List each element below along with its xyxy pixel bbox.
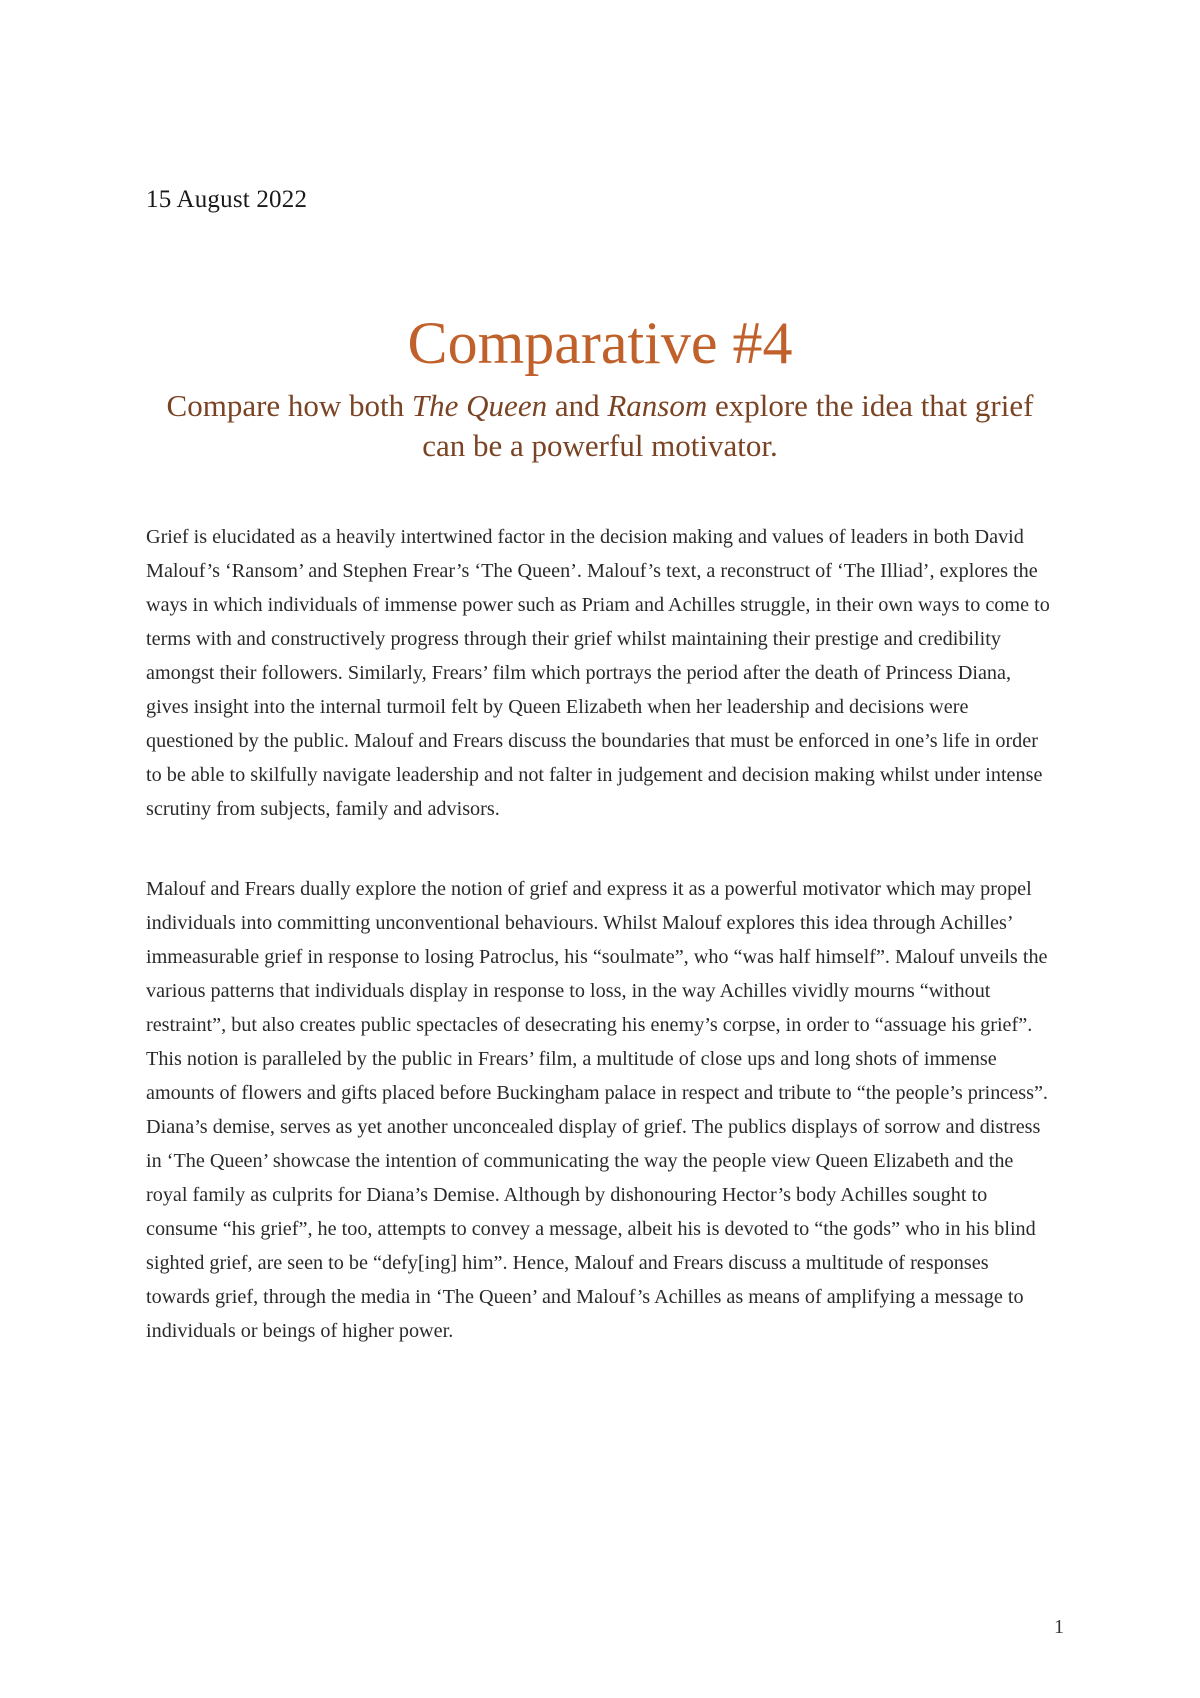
subtitle-text-3: explore the idea that grief can be a powerful motivator. xyxy=(422,388,1034,463)
body-paragraph-2: Malouf and Frears dually explore the notion of grief and express it as a powerful motivator which may propel individuals into committing unconventional behaviours. Whilst Malouf explores this idea through Achilles’ immeasurable grief in response to losing Patroclus, his “soulmate”, who “was half himself”. Malouf unveils the various patterns that individuals display in response to loss, in the way Achilles vividly mourns “without restraint”, but also creates public spectacles of desecrating his enemy’s corpse, in order to “assuage his grief”. This notion is paralleled by the public in Frears’ film, a multitude of close ups and long shots of immense amounts of flowers and gifts placed before Buckingham palace in respect and tribute to “the people’s princess”. Diana’s demise, serves as yet another unconcealed display of grief. The publics displays of sorrow and distress in ‘The Queen’ showcase the intention of communicating the way the people view Queen Elizabeth and the royal family as culprits for Diana’s Demise. Although by dishonouring Hector’s body Achilles sought to consume “his grief”, he too, attempts to convey a message, albeit his is devoted to “the gods” who in his blind sighted grief, are seen to be “defy[ing] him”. Hence, Malouf and Frears discuss a multitude of responses towards grief, through the media in ‘The Queen’ and Malouf’s Achilles as means of amplifying a message to individuals or beings of higher power. xyxy=(146,878,1048,1342)
subtitle-italic-title-1: The Queen xyxy=(411,388,548,423)
subtitle-text-1: Compare how both xyxy=(166,388,412,423)
subtitle-text-2: and xyxy=(547,388,608,423)
document-date: 15 August 2022 xyxy=(146,186,308,213)
page-number: 1 xyxy=(1054,1616,1064,1638)
title-block xyxy=(0,306,1200,466)
subtitle-italic-title-2: Ransom xyxy=(607,388,708,423)
document-title: Comparative #4 xyxy=(407,310,793,376)
body-paragraph-1: Grief is elucidated as a heavily intertwined factor in the decision making and values of leaders in both David Malouf’s ‘Ransom’ and Stephen Frear’s ‘The Queen’. Malouf’s text, a reconstruct of ‘The Illiad’, explores the ways in which individuals of immense power such as Priam and Achilles struggle, in their own ways to come to terms with and constructively progress through their grief whilst maintaining their prestige and credibility amongst their followers. Similarly, Frears’ film which portrays the period after the death of Princess Diana, gives insight into the internal turmoil felt by Queen Elizabeth when her leadership and decisions were questioned by the public. Malouf and Frears discuss the boundaries that must be enforced in one’s life in order to be able to skilfully navigate leadership and not falter in judgement and decision making whilst under intense scrutiny from subjects, family and advisors. xyxy=(146,526,1050,820)
document-body xyxy=(146,520,1056,1394)
document-subtitle xyxy=(150,386,1050,466)
